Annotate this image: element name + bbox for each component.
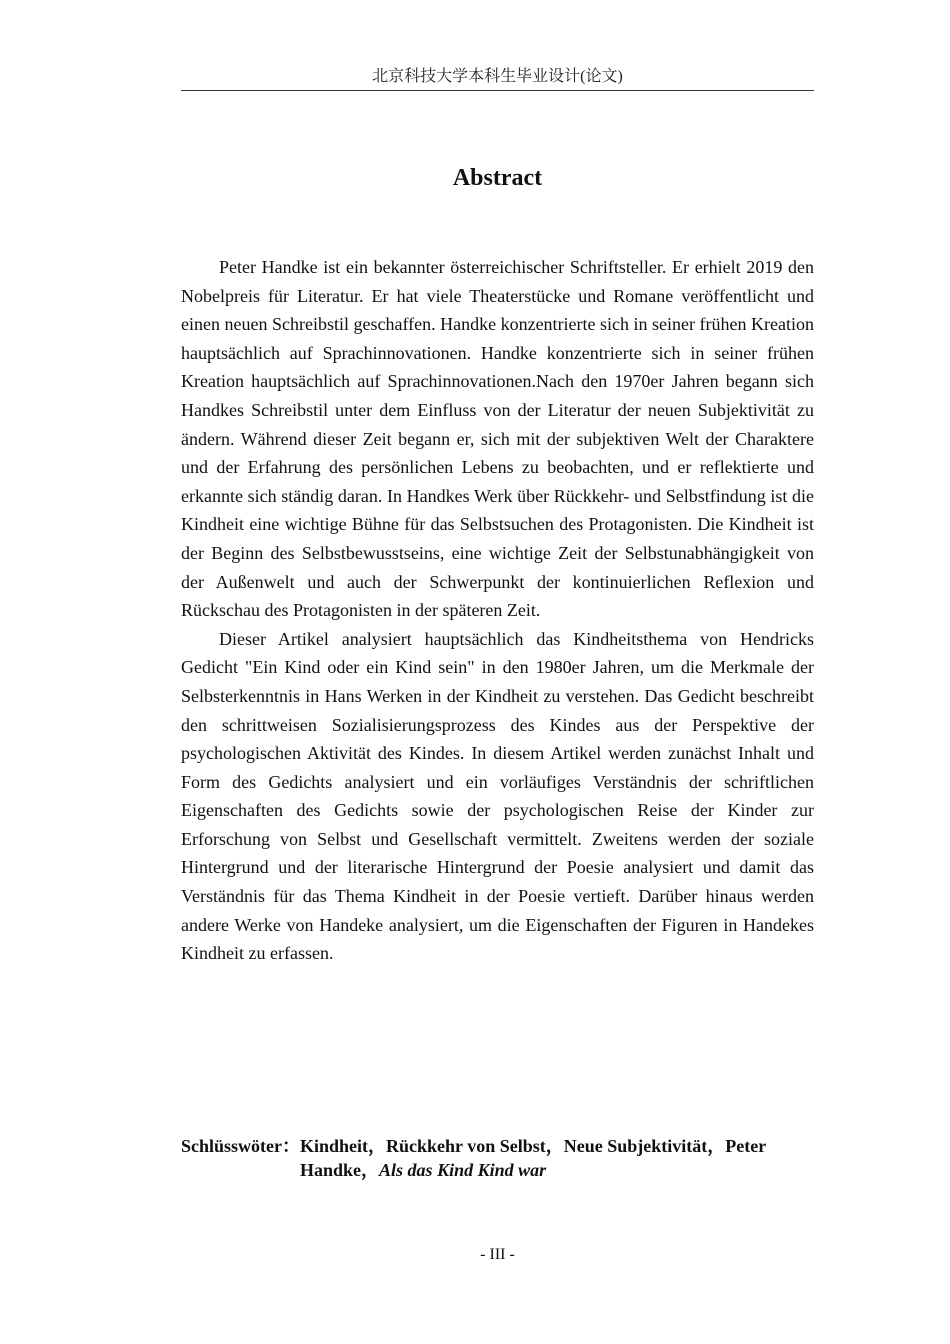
abstract-body — [181, 253, 814, 968]
abstract-heading: Abstract — [452, 165, 543, 191]
keywords-text: Kindheit，Rückkehr von Selbst，Neue Subjektivität，Peter Handke， — [300, 1136, 766, 1180]
keywords-label: Schlüsswöter： — [181, 1136, 301, 1156]
abstract-paragraph-1: Peter Handke ist ein bekannter österreichischer Schriftsteller. Er erhielt 2019 den Nobelpreis für Literatur. Er hat viele Theaterstücke und Romane veröffentlicht und einen neuen Schreibstil geschaffen. Handke konzentrierte sich in seiner frühen Kreation hauptsächlich auf Sprachinnovationen. Handke konzentrierte sich in seiner frühen Kreation hauptsächlich auf Sprachinnovationen.Nach den 1970er Jahren begann sich Handkes Schreibstil unter dem Einfluss von der Literatur der neuen Subjektivität zu ändern. Während dieser Zeit begann er, sich mit der subjektiven Welt der Charaktere und der Erfahrung des persönlichen Lebens zu beobachten, und er reflektierte und erkannte sich ständig daran. In Handkes Werk über Rückkehr- und Selbstfindung ist die Kindheit eine wichtige Bühne für das Selbstsuchen des Protagonisten. Die Kindheit ist der Beginn des Selbstbewusstseins, eine wichtige Zeit der Selbstunabhängigkeit von der Außenwelt und auch der Schwerpunkt der kontinuierlichen Reflexion und Rückschau des Protagonisten in der späteren Zeit. — [181, 257, 814, 621]
page-number: - III - — [480, 1246, 515, 1263]
keywords-italic-title: Als das Kind Kind war — [379, 1160, 547, 1180]
keywords-list — [300, 1134, 814, 1182]
keywords-section — [181, 1134, 814, 1182]
abstract-paragraph-2: Dieser Artikel analysiert hauptsächlich das Kindheitsthema von Hendricks Gedicht "Ein Kind oder ein Kind sein" in den 1980er Jahren, um die Merkmale der Selbsterkenntnis in Hans Werken in der Kindheit zu verstehen. Das Gedicht beschreibt den schrittweisen Sozialisierungsprozess des Kindes aus der Perspektive der psychologischen Aktivität des Kindes. In diesem Artikel werden zunächst Inhalt und Form des Gedichts analysiert und ein vorläufiges Verständnis der schriftlichen Eigenschaften des Gedichts sowie der psychologischen Reise der Kinder zur Erforschung von Selbst und Gesellschaft vermittelt. Zweitens werden der soziale Hintergrund und der literarische Hintergrund der Poesie analysiert und damit das Verständnis für das Thema Kindheit in der Poesie vertieft. Darüber hinaus werden andere Werke von Handeke analysiert, um die Eigenschaften der Figuren in Handekes Kindheit zu erfassen. — [181, 628, 814, 964]
header-divider — [181, 90, 814, 91]
page-header: 北京科技大学本科生毕业设计(论文) — [372, 68, 623, 85]
